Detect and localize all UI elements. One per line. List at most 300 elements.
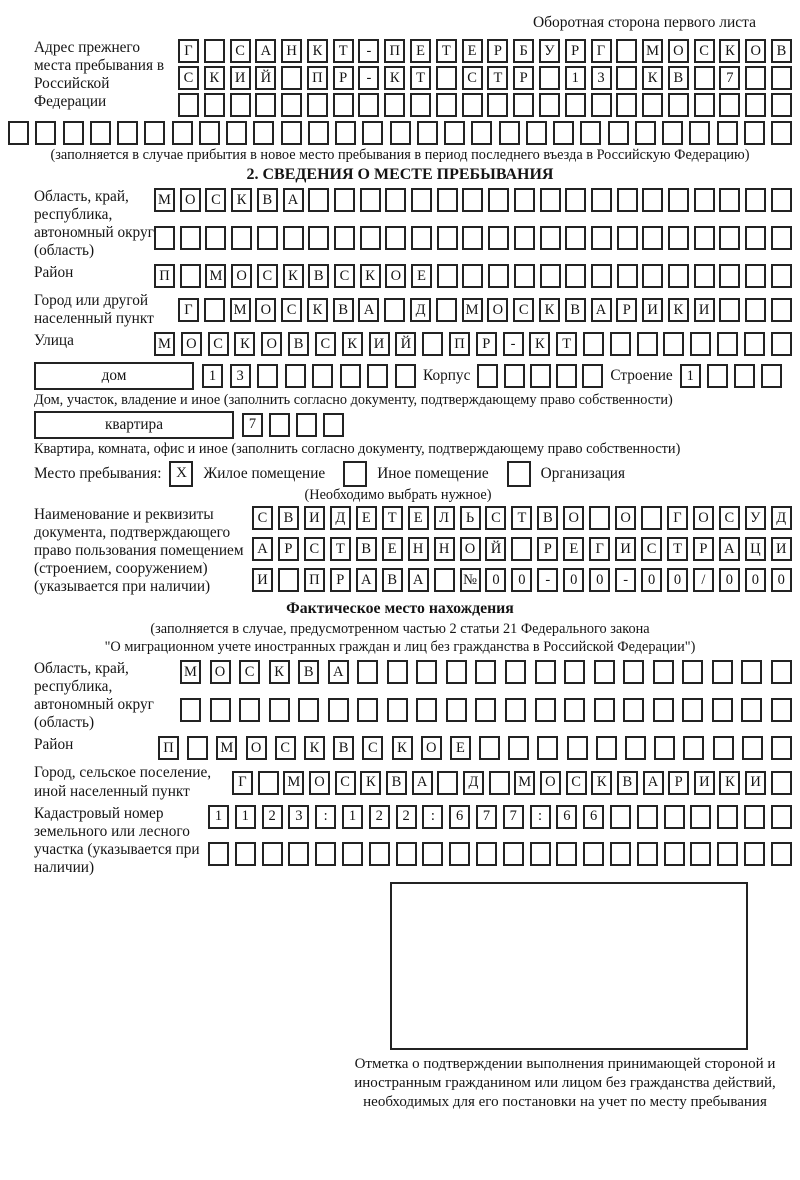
char-cell[interactable] xyxy=(745,264,766,288)
char-cell[interactable]: И xyxy=(615,537,636,561)
char-cell[interactable] xyxy=(514,188,535,212)
char-cell[interactable]: И xyxy=(230,66,251,90)
char-cell[interactable] xyxy=(707,364,728,388)
char-cell[interactable] xyxy=(475,660,496,684)
char-cell[interactable] xyxy=(508,736,529,760)
char-cell[interactable]: Е xyxy=(563,537,584,561)
char-cell[interactable]: Р xyxy=(476,332,497,356)
char-cell[interactable]: 0 xyxy=(485,568,506,592)
char-cell[interactable]: 7 xyxy=(503,805,524,829)
char-cell[interactable] xyxy=(358,93,379,117)
char-cell[interactable] xyxy=(744,805,765,829)
char-cell[interactable]: С xyxy=(335,771,356,795)
char-cell[interactable]: 7 xyxy=(242,413,263,437)
char-cell[interactable] xyxy=(239,698,260,722)
char-cell[interactable] xyxy=(694,93,715,117)
char-cell[interactable]: Й xyxy=(485,537,506,561)
char-cell[interactable] xyxy=(617,188,638,212)
char-cell[interactable]: О xyxy=(693,506,714,530)
char-cell[interactable] xyxy=(742,736,763,760)
char-cell[interactable] xyxy=(565,264,586,288)
char-cell[interactable]: 7 xyxy=(719,66,740,90)
char-cell[interactable]: М xyxy=(216,736,237,760)
char-cell[interactable] xyxy=(668,188,689,212)
char-cell[interactable]: О xyxy=(180,188,201,212)
char-cell[interactable]: 0 xyxy=(511,568,532,592)
char-cell[interactable]: Е xyxy=(408,506,429,530)
char-cell[interactable]: О xyxy=(309,771,330,795)
char-cell[interactable]: - xyxy=(358,66,379,90)
char-cell[interactable]: В xyxy=(565,298,586,322)
char-cell[interactable] xyxy=(653,660,674,684)
char-cell[interactable] xyxy=(505,698,526,722)
char-cell[interactable] xyxy=(63,121,84,145)
char-cell[interactable]: Р xyxy=(330,568,351,592)
char-cell[interactable] xyxy=(694,66,715,90)
char-cell[interactable]: 6 xyxy=(583,805,604,829)
char-cell[interactable]: 0 xyxy=(589,568,610,592)
char-cell[interactable] xyxy=(411,226,432,250)
char-cell[interactable] xyxy=(616,93,637,117)
char-cell[interactable]: О xyxy=(385,264,406,288)
char-cell[interactable] xyxy=(745,188,766,212)
char-cell[interactable] xyxy=(594,698,615,722)
char-cell[interactable]: О xyxy=(231,264,252,288)
char-cell[interactable] xyxy=(390,121,411,145)
char-cell[interactable] xyxy=(591,188,612,212)
char-cell[interactable] xyxy=(436,66,457,90)
char-cell[interactable]: В xyxy=(333,736,354,760)
char-cell[interactable]: Е xyxy=(411,264,432,288)
char-cell[interactable] xyxy=(771,121,792,145)
char-cell[interactable]: С xyxy=(485,506,506,530)
char-cell[interactable] xyxy=(416,698,437,722)
char-cell[interactable] xyxy=(530,364,551,388)
char-cell[interactable]: Д xyxy=(330,506,351,530)
char-cell[interactable] xyxy=(187,736,208,760)
char-cell[interactable]: Р xyxy=(278,537,299,561)
char-cell[interactable] xyxy=(285,364,306,388)
char-cell[interactable] xyxy=(437,771,458,795)
char-cell[interactable] xyxy=(334,188,355,212)
char-cell[interactable]: П xyxy=(307,66,328,90)
char-cell[interactable]: В xyxy=(386,771,407,795)
char-cell[interactable] xyxy=(583,332,604,356)
char-cell[interactable] xyxy=(487,93,508,117)
char-cell[interactable]: О xyxy=(255,298,276,322)
char-cell[interactable]: 2 xyxy=(369,805,390,829)
char-cell[interactable] xyxy=(530,842,551,866)
char-cell[interactable] xyxy=(717,121,738,145)
char-cell[interactable] xyxy=(262,842,283,866)
char-cell[interactable] xyxy=(682,698,703,722)
char-cell[interactable] xyxy=(328,698,349,722)
char-cell[interactable]: В xyxy=(298,660,319,684)
char-cell[interactable]: К xyxy=(231,188,252,212)
char-cell[interactable] xyxy=(540,226,561,250)
char-cell[interactable]: Г xyxy=(178,298,199,322)
char-cell[interactable] xyxy=(637,332,658,356)
char-cell[interactable]: К xyxy=(719,771,740,795)
char-cell[interactable]: 1 xyxy=(342,805,363,829)
char-cell[interactable] xyxy=(434,568,455,592)
char-cell[interactable] xyxy=(623,660,644,684)
char-cell[interactable]: К xyxy=(304,736,325,760)
char-cell[interactable] xyxy=(565,93,586,117)
char-cell[interactable] xyxy=(35,121,56,145)
char-cell[interactable]: В xyxy=(288,332,309,356)
char-cell[interactable] xyxy=(342,842,363,866)
char-cell[interactable]: В xyxy=(257,188,278,212)
char-cell[interactable] xyxy=(637,842,658,866)
char-cell[interactable] xyxy=(475,698,496,722)
char-cell[interactable] xyxy=(608,121,629,145)
char-cell[interactable] xyxy=(281,66,302,90)
char-cell[interactable] xyxy=(591,226,612,250)
char-cell[interactable] xyxy=(312,364,333,388)
char-cell[interactable] xyxy=(771,93,792,117)
char-cell[interactable]: А xyxy=(643,771,664,795)
char-cell[interactable]: № xyxy=(460,568,481,592)
char-cell[interactable]: 1 xyxy=(208,805,229,829)
char-cell[interactable]: К xyxy=(642,66,663,90)
char-cell[interactable]: М xyxy=(283,771,304,795)
char-cell[interactable] xyxy=(499,121,520,145)
char-cell[interactable]: С xyxy=(641,537,662,561)
char-cell[interactable]: : xyxy=(530,805,551,829)
char-cell[interactable] xyxy=(514,226,535,250)
char-cell[interactable]: - xyxy=(615,568,636,592)
char-cell[interactable]: 0 xyxy=(745,568,766,592)
char-cell[interactable]: К xyxy=(360,771,381,795)
char-cell[interactable] xyxy=(208,842,229,866)
char-cell[interactable] xyxy=(384,298,405,322)
char-cell[interactable]: А xyxy=(356,568,377,592)
char-cell[interactable] xyxy=(556,364,577,388)
char-cell[interactable]: А xyxy=(328,660,349,684)
char-cell[interactable] xyxy=(771,805,792,829)
char-cell[interactable] xyxy=(8,121,29,145)
char-cell[interactable]: О xyxy=(487,298,508,322)
char-cell[interactable]: С xyxy=(719,506,740,530)
char-cell[interactable]: 0 xyxy=(563,568,584,592)
char-cell[interactable]: 2 xyxy=(396,805,417,829)
char-cell[interactable]: С xyxy=(239,660,260,684)
char-cell[interactable]: К xyxy=(392,736,413,760)
char-cell[interactable]: Р xyxy=(616,298,637,322)
char-cell[interactable] xyxy=(230,93,251,117)
char-cell[interactable] xyxy=(444,121,465,145)
char-cell[interactable] xyxy=(340,364,361,388)
char-cell[interactable] xyxy=(694,264,715,288)
char-cell[interactable] xyxy=(642,226,663,250)
char-cell[interactable]: Б xyxy=(513,39,534,63)
char-cell[interactable]: А xyxy=(719,537,740,561)
char-cell[interactable]: 3 xyxy=(230,364,251,388)
char-cell[interactable] xyxy=(385,188,406,212)
char-cell[interactable] xyxy=(505,660,526,684)
char-cell[interactable] xyxy=(717,805,738,829)
char-cell[interactable] xyxy=(296,413,317,437)
char-cell[interactable]: О xyxy=(615,506,636,530)
char-cell[interactable] xyxy=(369,842,390,866)
char-cell[interactable]: Р xyxy=(668,771,689,795)
char-cell[interactable] xyxy=(694,226,715,250)
char-cell[interactable] xyxy=(690,805,711,829)
char-cell[interactable] xyxy=(283,226,304,250)
char-cell[interactable]: Л xyxy=(434,506,455,530)
char-cell[interactable]: Ь xyxy=(460,506,481,530)
char-cell[interactable] xyxy=(719,264,740,288)
char-cell[interactable]: С xyxy=(230,39,251,63)
char-cell[interactable]: А xyxy=(408,568,429,592)
char-cell[interactable]: Р xyxy=(487,39,508,63)
char-cell[interactable]: 3 xyxy=(591,66,612,90)
char-cell[interactable]: П xyxy=(158,736,179,760)
char-cell[interactable] xyxy=(446,698,467,722)
char-cell[interactable] xyxy=(683,736,704,760)
char-cell[interactable] xyxy=(616,39,637,63)
char-cell[interactable]: С xyxy=(315,332,336,356)
char-cell[interactable]: С xyxy=(257,264,278,288)
char-cell[interactable] xyxy=(288,842,309,866)
char-cell[interactable]: У xyxy=(539,39,560,63)
char-cell[interactable]: 0 xyxy=(719,568,740,592)
char-cell[interactable]: Е xyxy=(382,537,403,561)
char-cell[interactable] xyxy=(712,660,733,684)
char-cell[interactable] xyxy=(741,698,762,722)
char-cell[interactable]: 7 xyxy=(476,805,497,829)
char-cell[interactable] xyxy=(662,121,683,145)
char-cell[interactable]: В xyxy=(537,506,558,530)
char-cell[interactable] xyxy=(411,188,432,212)
char-cell[interactable] xyxy=(253,121,274,145)
char-cell[interactable] xyxy=(713,736,734,760)
char-cell[interactable] xyxy=(476,842,497,866)
char-cell[interactable]: У xyxy=(745,506,766,530)
char-cell[interactable] xyxy=(771,188,792,212)
char-cell[interactable] xyxy=(719,226,740,250)
char-cell[interactable] xyxy=(583,842,604,866)
char-cell[interactable] xyxy=(744,842,765,866)
char-cell[interactable] xyxy=(278,568,299,592)
char-cell[interactable]: К xyxy=(668,298,689,322)
char-cell[interactable] xyxy=(504,364,525,388)
char-cell[interactable] xyxy=(178,93,199,117)
char-cell[interactable]: Г xyxy=(591,39,612,63)
char-cell[interactable]: 2 xyxy=(262,805,283,829)
char-cell[interactable] xyxy=(231,226,252,250)
char-cell[interactable] xyxy=(117,121,138,145)
char-cell[interactable] xyxy=(564,660,585,684)
char-cell[interactable]: Р xyxy=(513,66,534,90)
char-cell[interactable] xyxy=(719,93,740,117)
char-cell[interactable]: Д xyxy=(410,298,431,322)
char-cell[interactable]: О xyxy=(246,736,267,760)
char-cell[interactable] xyxy=(315,842,336,866)
char-cell[interactable]: О xyxy=(745,39,766,63)
char-cell[interactable] xyxy=(540,264,561,288)
char-cell[interactable]: Й xyxy=(255,66,276,90)
char-cell[interactable] xyxy=(642,93,663,117)
char-cell[interactable] xyxy=(589,506,610,530)
char-cell[interactable]: В xyxy=(382,568,403,592)
char-cell[interactable]: Т xyxy=(487,66,508,90)
char-cell[interactable] xyxy=(668,93,689,117)
char-cell[interactable] xyxy=(717,332,738,356)
char-cell[interactable]: Р xyxy=(333,66,354,90)
char-cell[interactable] xyxy=(360,188,381,212)
char-cell[interactable]: - xyxy=(358,39,379,63)
char-cell[interactable]: Н xyxy=(281,39,302,63)
char-cell[interactable] xyxy=(668,226,689,250)
char-cell[interactable]: Т xyxy=(410,66,431,90)
char-cell[interactable] xyxy=(422,842,443,866)
char-cell[interactable] xyxy=(436,93,457,117)
char-cell[interactable]: М xyxy=(514,771,535,795)
char-cell[interactable] xyxy=(357,660,378,684)
char-cell[interactable]: К xyxy=(342,332,363,356)
char-cell[interactable]: 0 xyxy=(641,568,662,592)
char-cell[interactable]: С xyxy=(275,736,296,760)
char-cell[interactable] xyxy=(771,66,792,90)
char-cell[interactable] xyxy=(744,332,765,356)
char-cell[interactable] xyxy=(255,93,276,117)
char-cell[interactable]: И xyxy=(642,298,663,322)
char-cell[interactable]: С xyxy=(281,298,302,322)
char-cell[interactable]: О xyxy=(668,39,689,63)
char-cell[interactable]: Д xyxy=(463,771,484,795)
char-cell[interactable]: В xyxy=(617,771,638,795)
char-cell[interactable]: / xyxy=(693,568,714,592)
char-cell[interactable] xyxy=(591,93,612,117)
char-cell[interactable] xyxy=(384,93,405,117)
char-cell[interactable] xyxy=(446,660,467,684)
char-cell[interactable]: С xyxy=(462,66,483,90)
char-cell[interactable]: Р xyxy=(537,537,558,561)
char-cell[interactable] xyxy=(90,121,111,145)
char-cell[interactable] xyxy=(565,226,586,250)
char-cell[interactable] xyxy=(745,226,766,250)
char-cell[interactable] xyxy=(689,121,710,145)
char-cell[interactable]: И xyxy=(771,537,792,561)
char-cell[interactable] xyxy=(654,736,675,760)
char-cell[interactable] xyxy=(308,226,329,250)
char-cell[interactable] xyxy=(741,660,762,684)
char-cell[interactable] xyxy=(258,771,279,795)
char-cell[interactable]: А xyxy=(412,771,433,795)
char-cell[interactable]: Е xyxy=(450,736,471,760)
char-cell[interactable] xyxy=(526,121,547,145)
char-cell[interactable]: И xyxy=(369,332,390,356)
char-cell[interactable]: М xyxy=(154,332,175,356)
char-cell[interactable] xyxy=(642,264,663,288)
char-cell[interactable] xyxy=(719,298,740,322)
char-cell[interactable] xyxy=(637,805,658,829)
char-cell[interactable]: Г xyxy=(232,771,253,795)
char-cell[interactable]: С xyxy=(252,506,273,530)
char-cell[interactable]: О xyxy=(181,332,202,356)
char-cell[interactable] xyxy=(771,736,792,760)
char-cell[interactable] xyxy=(567,736,588,760)
char-cell[interactable] xyxy=(367,364,388,388)
char-cell[interactable] xyxy=(226,121,247,145)
char-cell[interactable]: Т xyxy=(511,506,532,530)
char-cell[interactable]: Г xyxy=(589,537,610,561)
char-cell[interactable] xyxy=(298,698,319,722)
char-cell[interactable]: С xyxy=(513,298,534,322)
char-cell[interactable]: Е xyxy=(410,39,431,63)
char-cell[interactable] xyxy=(257,226,278,250)
char-cell[interactable]: - xyxy=(503,332,524,356)
char-cell[interactable] xyxy=(682,660,703,684)
char-cell[interactable] xyxy=(617,264,638,288)
char-cell[interactable]: К xyxy=(360,264,381,288)
char-cell[interactable]: В xyxy=(771,39,792,63)
char-cell[interactable]: К xyxy=(529,332,550,356)
char-cell[interactable] xyxy=(503,842,524,866)
char-cell[interactable] xyxy=(642,188,663,212)
char-cell[interactable] xyxy=(616,66,637,90)
char-cell[interactable] xyxy=(623,698,644,722)
char-cell[interactable] xyxy=(625,736,646,760)
char-cell[interactable] xyxy=(334,226,355,250)
char-cell[interactable] xyxy=(744,121,765,145)
char-cell[interactable]: С xyxy=(566,771,587,795)
char-cell[interactable] xyxy=(257,364,278,388)
char-cell[interactable]: Н xyxy=(434,537,455,561)
char-cell[interactable]: К xyxy=(307,298,328,322)
char-cell[interactable] xyxy=(745,298,766,322)
char-cell[interactable] xyxy=(690,332,711,356)
char-cell[interactable] xyxy=(610,842,631,866)
char-cell[interactable] xyxy=(719,188,740,212)
char-cell[interactable]: О xyxy=(421,736,442,760)
char-cell[interactable]: В xyxy=(333,298,354,322)
char-cell[interactable]: А xyxy=(591,298,612,322)
char-cell[interactable]: С xyxy=(362,736,383,760)
char-cell[interactable]: В xyxy=(308,264,329,288)
char-cell[interactable] xyxy=(416,660,437,684)
char-cell[interactable]: К xyxy=(204,66,225,90)
char-cell[interactable] xyxy=(594,660,615,684)
char-cell[interactable] xyxy=(477,364,498,388)
char-cell[interactable]: П xyxy=(154,264,175,288)
char-cell[interactable] xyxy=(610,805,631,829)
char-cell[interactable] xyxy=(664,805,685,829)
char-cell[interactable] xyxy=(641,506,662,530)
char-cell[interactable] xyxy=(511,537,532,561)
char-cell[interactable]: И xyxy=(694,298,715,322)
char-cell[interactable] xyxy=(488,188,509,212)
char-cell[interactable]: К xyxy=(234,332,255,356)
char-cell[interactable] xyxy=(488,226,509,250)
char-cell[interactable] xyxy=(333,93,354,117)
char-cell[interactable] xyxy=(154,226,175,250)
char-cell[interactable] xyxy=(717,842,738,866)
char-cell[interactable] xyxy=(596,736,617,760)
char-cell[interactable]: А xyxy=(358,298,379,322)
char-cell[interactable]: Т xyxy=(382,506,403,530)
char-cell[interactable] xyxy=(422,332,443,356)
char-cell[interactable]: А xyxy=(252,537,273,561)
char-cell[interactable] xyxy=(360,226,381,250)
char-cell[interactable]: П xyxy=(304,568,325,592)
char-cell[interactable] xyxy=(771,226,792,250)
char-cell[interactable] xyxy=(745,66,766,90)
char-cell[interactable]: М xyxy=(154,188,175,212)
char-cell[interactable] xyxy=(489,771,510,795)
